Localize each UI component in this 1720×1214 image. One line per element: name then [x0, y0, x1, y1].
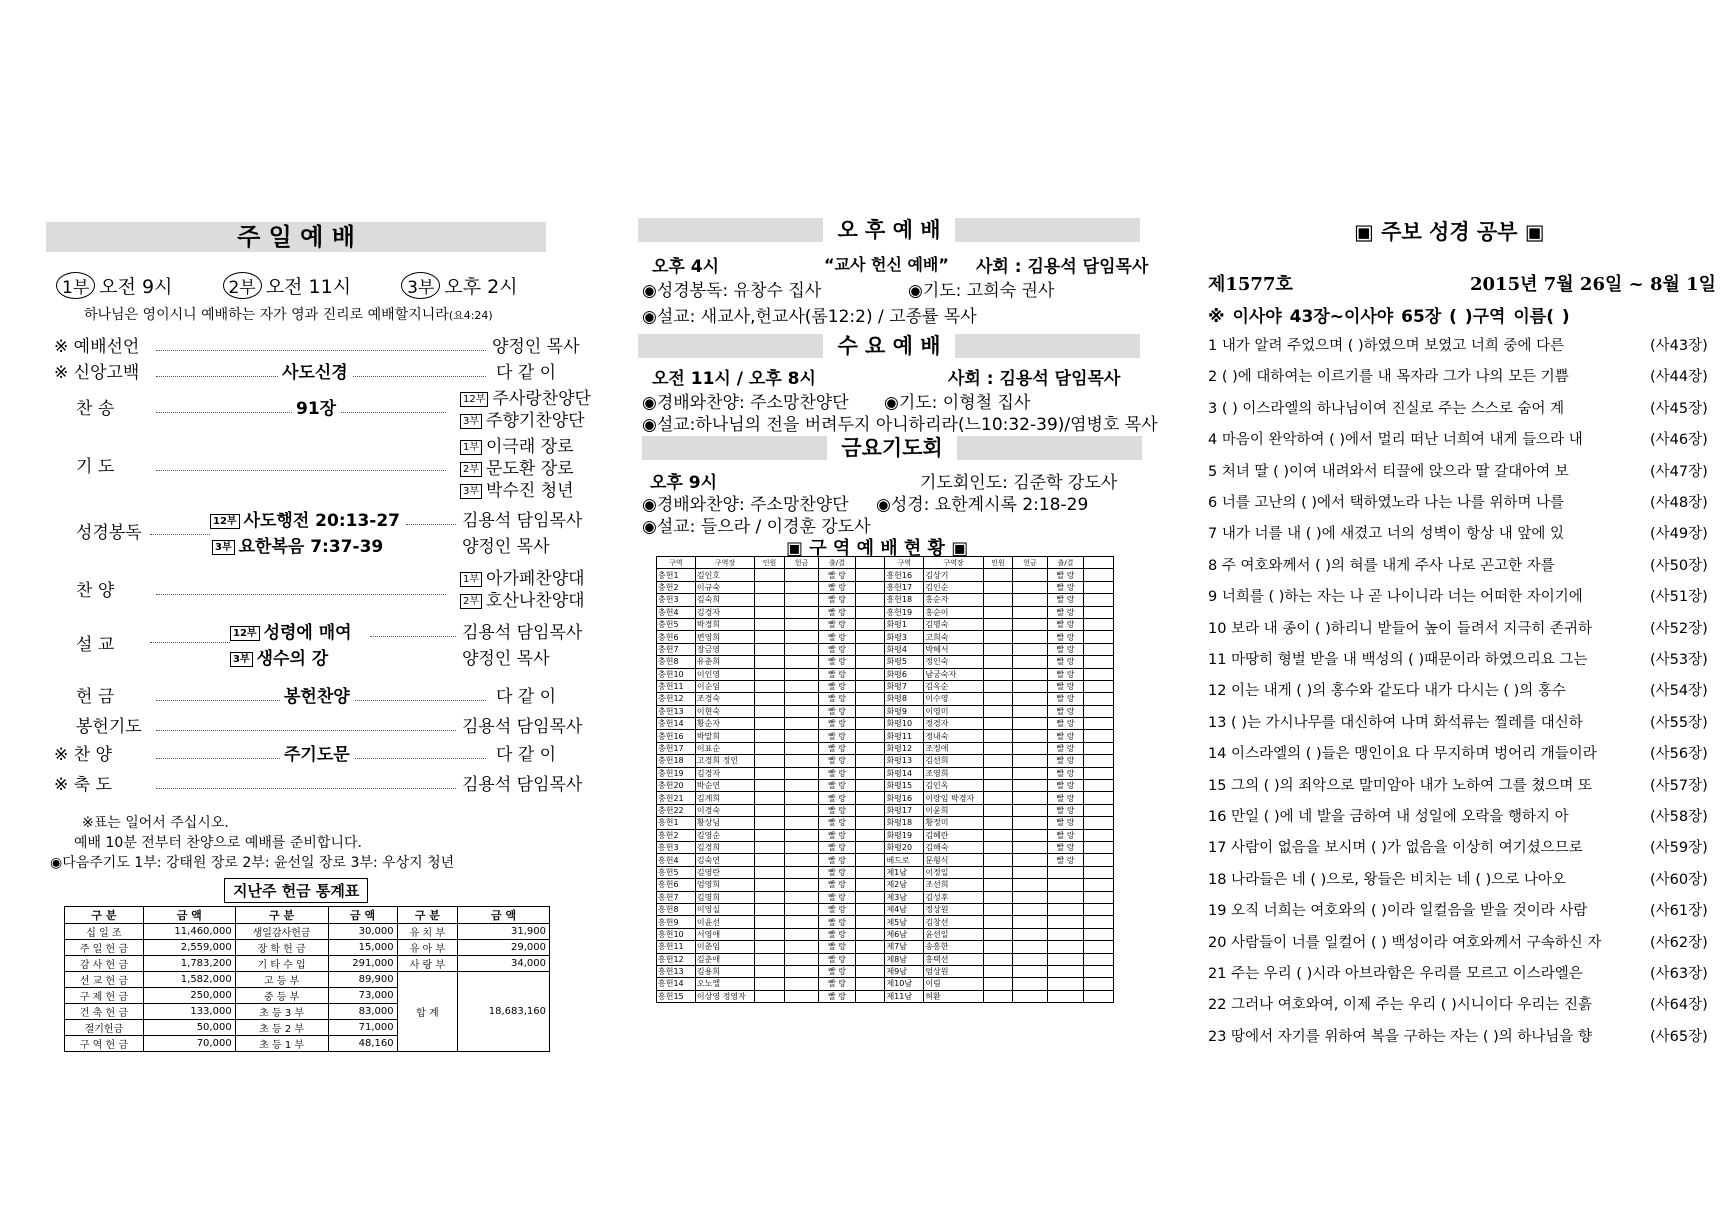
- note: ※표는 일어서 주십시오.: [82, 815, 229, 831]
- order-leader: 양정인 목사: [492, 337, 580, 357]
- question-reference: (사59장): [1650, 840, 1708, 857]
- order-label: ※ 예배선언: [54, 337, 140, 357]
- district-row: 충헌18 고경희 정인 빨 랑 화평13 김선희 빨 랑: [657, 755, 1114, 767]
- district-row: 흥헌8 이영실 빨 랑 제4남 정상원: [657, 903, 1114, 915]
- question-text: 3 ( ) 이스라엘의 하나님이여 진실로 주는 스스로 숨어 계: [1208, 400, 1565, 417]
- district-row: 충헌5 박경희 빨 랑 화평1 김명숙 빨 랑: [657, 618, 1114, 630]
- order-label: 찬 송: [76, 399, 115, 419]
- service-badge: 1부: [56, 272, 95, 299]
- district-row: 충헌6 변영희 빨 랑 화평3 고희숙 빨 랑: [657, 631, 1114, 643]
- order-leader: 다 같 이: [496, 363, 557, 383]
- district-header: 구역 구역장 인원 헌금 출/결 구역 구역장 인원 헌금 출/결: [657, 557, 1114, 569]
- next-week-prayer: ◉다음주기도 1부: 강태원 장로 2부: 윤선일 장로 3부: 우상지 청년: [50, 855, 455, 871]
- question-reference: (사47장): [1650, 463, 1708, 480]
- stat-row: 감 사 헌 금 1,783,200 기 타 수 입 291,000 사 랑 부 34,000: [65, 956, 550, 972]
- stat-header-cell: 구 분: [397, 907, 458, 924]
- stat-row: 건 축 헌 금 133,000 초 등 3 부 83,000: [65, 1004, 550, 1020]
- question-text: 18 나라들은 네 ( )으로, 왕들은 비치는 네 ( )으로 나아오: [1208, 871, 1566, 888]
- afternoon-reading: ◉성경봉독: 유창수 집사: [642, 281, 822, 301]
- question-reference: (사48장): [1650, 495, 1708, 511]
- service-badge: 2부: [223, 272, 262, 299]
- district-row: 충헌1 김인호 빨 랑 흥헌16 김상기 빨 랑: [657, 569, 1114, 581]
- district-row: 충헌19 김경자 빨 랑 화평14 조영희 빨 랑: [657, 767, 1114, 779]
- district-row: 흥헌2 김영순 빨 랑 화평19 김혜란 빨 랑: [657, 829, 1114, 841]
- question-reference: (사57장): [1650, 777, 1708, 794]
- friday-title: 금요기도회: [642, 436, 1142, 460]
- district-table: [656, 556, 1114, 1003]
- district-title: ▣ 구 역 예 배 현 황 ▣: [786, 538, 969, 559]
- afternoon-host: 사회 : 김용석 담임목사: [976, 257, 1149, 277]
- question-text: 9 너희를 ( )하는 자는 나 곧 나이니라 너는 어떠한 자이기에: [1208, 589, 1583, 606]
- order-item: 봉헌찬양: [280, 682, 354, 707]
- theme-verse: 하나님은 영이시니 예배하는 자가 영과 진리로 예배할지니라(요4:24): [84, 307, 493, 323]
- district-row: 흥헌9 이윤선 빨 랑 제5남 김창선: [657, 916, 1114, 928]
- question-reference: (사43장): [1650, 338, 1708, 354]
- stat-row: 선 교 헌 금 1,582,000 고 등 부 89,900 합 계 18,683,160: [65, 972, 550, 988]
- district-row: 충헌2 이규숙 빨 랑 흥헌17 김인순 빨 랑: [657, 581, 1114, 593]
- district-row: 충헌13 이현숙 빨 랑 화평9 이영미 빨 랑: [657, 705, 1114, 717]
- wednesday-praise: ◉경배와찬양: 주소망찬양단: [642, 393, 849, 413]
- question-text: 14 이스라엘의 ( )들은 맹인이요 다 무지하며 벙어리 개들이라: [1208, 746, 1597, 763]
- afternoon-theme: “교사 헌신 예배”: [824, 255, 949, 274]
- service-badge: 3부: [401, 272, 440, 299]
- question-text: 5 처녀 딸 ( )이여 내려와서 티끌에 앉으라 딸 갈대아여 보: [1208, 463, 1569, 480]
- question-reference: (사44장): [1650, 369, 1708, 386]
- district-row: 충헌8 유춘희 빨 랑 화평5 정인숙 빨 랑: [657, 656, 1114, 668]
- offering-stats-table: [64, 906, 550, 1052]
- order-label: 봉헌기도: [76, 717, 142, 737]
- question-reference: (사65장): [1650, 1028, 1708, 1045]
- sunday-service-title: 주 일 예 배: [46, 222, 546, 252]
- question-reference: (사52장): [1650, 620, 1708, 637]
- district-row: 흥헌5 김영란 빨 랑 제1남 이정일: [657, 866, 1114, 878]
- wednesday-sermon: ◉설교:하나님의 전을 버려두지 아니하리라(느10:32-39)/염병호 목사: [642, 415, 1158, 435]
- wednesday-title: 수 요 예 배: [638, 334, 1140, 358]
- question-reference: (사49장): [1650, 526, 1708, 543]
- issue-number: 제1577호: [1208, 274, 1293, 295]
- friday-praise: ◉경배와찬양: 주소망찬양단: [642, 495, 849, 515]
- friday-scripture: ◉성경: 요한계시록 2:18-29: [876, 495, 1089, 515]
- question-text: 21 주는 우리 ( )시라 아브라함은 우리를 모르고 이스라엘은: [1208, 966, 1583, 982]
- bulletin-date: 2015년 7월 26일 ~ 8월 1일: [1470, 274, 1717, 295]
- district-row: 흥헌15 이상영 정영자 빨 랑 제11남 허환: [657, 990, 1114, 1002]
- question-text: 12 이는 내게 ( )의 홍수와 같도다 내가 다시는 ( )의 홍수: [1208, 683, 1566, 700]
- district-row: 흥헌4 김숙연 빨 랑 베드로 문형식 빨 랑: [657, 854, 1114, 866]
- district-row: 충헌11 이순임 빨 랑 화평7 김옥순 빨 랑: [657, 680, 1114, 692]
- question-text: 4 마음이 완악하여 ( )에서 멀리 떠난 너희여 내게 들으라 내: [1208, 432, 1583, 449]
- question-text: 1 내가 알려 주었으며 ( )하였으며 보였고 너희 중에 다른: [1208, 338, 1565, 354]
- question-reference: (사60장): [1650, 871, 1708, 888]
- question-reference: (사50장): [1650, 557, 1708, 574]
- question-reference: (사53장): [1650, 652, 1708, 668]
- question-reference: (사61장): [1650, 903, 1708, 920]
- district-row: 충헌21 김계희 빨 랑 화평16 이랑임 박경자 빨 랑: [657, 792, 1114, 804]
- district-row: 흥헌1 황상님 빨 랑 화평18 황정미 빨 랑: [657, 817, 1114, 829]
- question-text: 19 오직 너희는 여호와의 ( )이라 일컬음을 받을 것이라 사람: [1208, 903, 1588, 920]
- question-text: 16 만일 ( )에 네 발을 금하여 내 성일에 오락을 행하지 아: [1208, 809, 1569, 825]
- order-item: 사도신경: [278, 358, 352, 383]
- order-label: 설 교: [76, 635, 115, 655]
- afternoon-sermon: ◉설교: 새교사,헌교사(롬12:2) / 고종률 목사: [642, 307, 977, 327]
- district-row: 충헌22 이경숙 빨 랑 화평17 이윤희 빨 랑: [657, 804, 1114, 816]
- district-row: 충헌16 박말희 빨 랑 화평11 정내숙 빨 랑: [657, 730, 1114, 742]
- question-text: 20 사람들이 너를 일컬어 ( ) 백성이라 여호와께서 구속하신 자: [1208, 934, 1602, 951]
- stat-row: 구 역 헌 금 70,000 초 등 1 부 48,160: [65, 1036, 550, 1052]
- question-text: 22 그러나 여호와여, 이제 주는 우리 ( )시니이다 우리는 진흙: [1208, 997, 1593, 1014]
- district-row: 흥헌7 김명희 빨 랑 제3남 김성후: [657, 891, 1114, 903]
- district-row: 흥헌13 김용희 빨 랑 제9남 엄상원: [657, 965, 1114, 977]
- district-row: 흥헌11 이춘임 빨 랑 제7남 송흥한: [657, 941, 1114, 953]
- friday-leader: 기도회인도: 김준학 강도사: [920, 473, 1118, 493]
- wednesday-prayer: ◉기도: 이형철 집사: [884, 393, 1031, 413]
- stat-header-cell: 구 분: [65, 907, 144, 924]
- order-label: ※ 찬 양: [54, 745, 112, 765]
- wednesday-host: 사회 : 김용석 담임목사: [948, 369, 1121, 389]
- district-row: 흥헌6 엄영희 빨 랑 제2남 조선희: [657, 879, 1114, 891]
- order-label: 찬 양: [76, 581, 115, 601]
- stat-row: 주 일 헌 금 2,559,000 장 학 헌 금 15,000 유 아 부 29,000: [65, 940, 550, 956]
- afternoon-title: 오 후 예 배: [638, 218, 1140, 242]
- district-row: 충헌12 조경숙 빨 랑 화평8 이수영 빨 랑: [657, 693, 1114, 705]
- stat-header-cell: 금 액: [458, 907, 550, 924]
- question-text: 6 너를 고난의 ( )에서 택하였노라 나는 나를 위하며 나를: [1208, 495, 1565, 511]
- wednesday-time: 오전 11시 / 오후 8시: [652, 369, 816, 389]
- friday-time: 오후 9시: [650, 473, 718, 493]
- district-row: 흥헌12 김춘애 빨 랑 제8남 홍택선: [657, 953, 1114, 965]
- stat-row: 구 제 헌 금 250,000 중 등 부 73,000: [65, 988, 550, 1004]
- question-text: 23 땅에서 자기를 위하여 복을 구하는 자는 ( )의 하나님을 향: [1208, 1028, 1593, 1045]
- order-item: 91장: [292, 394, 340, 419]
- district-row: 흥헌3 김경희 빨 랑 화평20 김해숙 빨 랑: [657, 841, 1114, 853]
- district-row: 충헌14 황순자 빨 랑 화평10 정경자 빨 랑: [657, 718, 1114, 730]
- district-row: 충헌3 김숙희 빨 랑 흥헌18 홍순자 빨 랑: [657, 594, 1114, 606]
- question-text: 11 마땅히 형벌 받을 내 백성의 ( )때문이라 하였으리요 그는: [1208, 652, 1588, 668]
- stat-row: 절기헌금 50,000 초 등 2 부 71,000: [65, 1020, 550, 1036]
- question-reference: (사56장): [1650, 746, 1708, 763]
- order-label: 기 도: [76, 457, 115, 477]
- question-text: 2 ( )에 대하여는 이르기를 내 목자라 그가 나의 모든 기쁨: [1208, 369, 1569, 386]
- question-reference: (사45장): [1650, 400, 1708, 417]
- stat-header-cell: 구 분: [235, 907, 328, 924]
- question-text: 10 보라 내 종이 ( )하리니 받들어 높이 들려서 지극히 존귀하: [1208, 620, 1593, 637]
- friday-sermon: ◉설교: 들으라 / 이경훈 강도사: [642, 517, 871, 537]
- stat-row: 십 일 조 11,460,000 생일감사헌금 30,000 유 치 부 31,900: [65, 924, 550, 940]
- stat-header: [65, 907, 550, 924]
- order-label: ※ 축 도: [54, 775, 112, 795]
- afternoon-time: 오후 4시: [652, 257, 720, 277]
- service-times: 1부 오전 9시 2부 오전 11시 3부 오후 2시: [56, 272, 518, 299]
- district-row: 충헌17 이표순 빨 랑 화평12 조정애 빨 랑: [657, 742, 1114, 754]
- district-row: 충헌10 이인영 빨 랑 화평6 남궁숙자 빨 랑: [657, 668, 1114, 680]
- question-text: 17 사람이 없음을 보시며 ( )가 없음을 이상히 여기셨으므로: [1208, 840, 1583, 857]
- study-range: ※ 이사야 43장~이사야 65장 ( )구역 이름( ): [1208, 307, 1570, 327]
- district-row: 충헌20 박순연 빨 랑 화평15 김인옥 빨 랑: [657, 780, 1114, 792]
- order-label: 헌 금: [76, 687, 115, 707]
- district-row: 충헌7 장금영 빨 랑 화평4 박혜서 빨 랑: [657, 643, 1114, 655]
- district-row: 흥헌14 오노엘 빨 랑 제10남 이림: [657, 978, 1114, 990]
- bible-study-title: ▣ 주보 성경 공부 ▣: [1354, 220, 1545, 244]
- note: 예배 10분 전부터 찬양으로 예배를 준비합니다.: [74, 835, 362, 851]
- district-row: 흥헌10 서영애 빨 랑 제6남 윤선일: [657, 928, 1114, 940]
- order-label: ※ 신앙고백: [54, 363, 140, 383]
- question-reference: (사62장): [1650, 934, 1708, 951]
- question-text: 7 내가 너를 내 ( )에 새겼고 너의 성벽이 항상 내 앞에 있: [1208, 526, 1564, 543]
- district-row: 충헌4 김경자 빨 랑 흥헌19 홍순이 빨 랑: [657, 606, 1114, 618]
- question-text: 13 ( )는 가시나무를 대신하여 나며 화석류는 찔레를 대신하: [1208, 714, 1583, 731]
- order-label: 성경봉독: [76, 523, 142, 543]
- question-reference: (사54장): [1650, 683, 1708, 700]
- offering-stats-title: 지난주 헌금 통계표: [224, 878, 368, 903]
- question-text: 15 그의 ( )의 죄악으로 말미암아 내가 노하여 그를 쳤으며 또: [1208, 777, 1593, 794]
- afternoon-prayer: ◉기도: 고희숙 권사: [908, 281, 1055, 301]
- question-reference: (사64장): [1650, 997, 1708, 1014]
- question-reference: (사55장): [1650, 714, 1708, 731]
- question-reference: (사63장): [1650, 966, 1708, 982]
- question-reference: (사51장): [1650, 589, 1708, 606]
- order-item: 주기도문: [280, 740, 354, 765]
- question-text: 8 주 여호와께서 ( )의 혀를 내게 주사 나로 곤고한 자를: [1208, 557, 1555, 574]
- stat-header-cell: 금 액: [143, 907, 235, 924]
- stat-header-cell: 금 액: [328, 907, 397, 924]
- question-reference: (사58장): [1650, 809, 1708, 825]
- question-reference: (사46장): [1650, 432, 1708, 449]
